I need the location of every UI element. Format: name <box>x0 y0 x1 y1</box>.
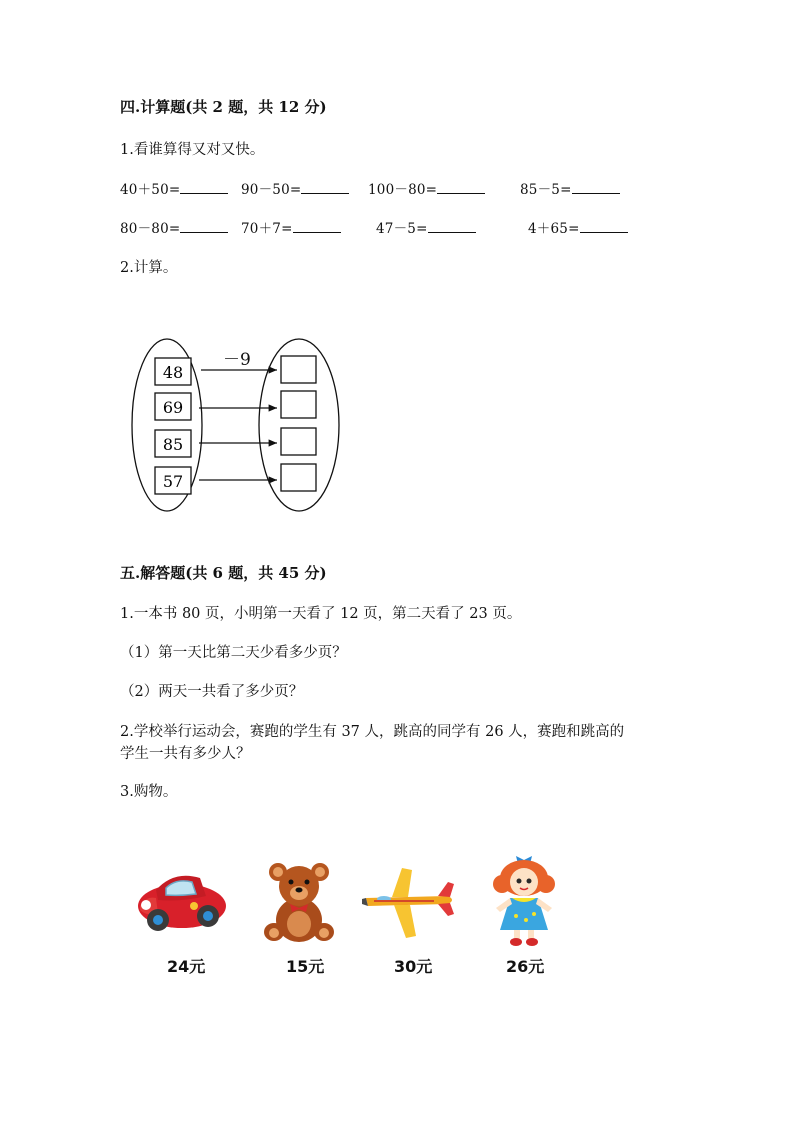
question-4-2-prompt: 2.计算。 <box>120 260 178 276</box>
calc-expression: 40＋50= <box>120 182 181 198</box>
calc-item <box>368 178 485 198</box>
toy-airplane-icon <box>362 866 458 940</box>
calc-expression: 85－5= <box>520 182 572 198</box>
answer-blank[interactable] <box>437 181 485 194</box>
answer-box[interactable] <box>281 356 316 383</box>
answer-blank[interactable] <box>180 181 228 194</box>
calc-expression: 90－50= <box>241 182 302 198</box>
input-number: 48 <box>162 363 184 382</box>
question-5-1-sub1: （1）第一天比第二天少看多少页？ <box>120 645 347 661</box>
calc-expression: 100－80= <box>368 182 438 198</box>
calc-expression: 47－5= <box>376 221 428 237</box>
question-5-3-prompt: 3.购物。 <box>120 784 178 800</box>
operation-label: －9 <box>223 350 251 370</box>
question-5-2-line2: 学生一共有多少人？ <box>120 746 251 762</box>
answer-blank[interactable] <box>180 220 228 233</box>
answer-box[interactable] <box>281 428 316 455</box>
price-label: 24元 <box>167 957 206 976</box>
calc-item <box>120 217 228 237</box>
answer-blank[interactable] <box>428 220 476 233</box>
question-5-1-sub2: （2）两天一共看了多少页？ <box>120 684 304 700</box>
mapping-diagram <box>125 330 350 520</box>
calc-expression: 80－80= <box>120 221 181 237</box>
answer-box[interactable] <box>281 391 316 418</box>
section-4-title: 四.计算题(共 2 题，共 12 分) <box>120 98 327 116</box>
price-label: 26元 <box>506 957 545 976</box>
price-label: 30元 <box>394 957 433 976</box>
section-5-title: 五.解答题(共 6 题，共 45 分) <box>120 564 327 582</box>
doll-icon <box>488 850 560 948</box>
answer-blank[interactable] <box>301 181 349 194</box>
calc-item <box>520 178 620 198</box>
question-5-2-line1: 2.学校举行运动会，赛跑的学生有 37 人，跳高的同学有 26 人，赛跑和跳高的 <box>120 724 625 740</box>
calc-item <box>120 178 228 198</box>
calc-item <box>241 178 349 198</box>
calc-expression: 70＋7= <box>241 221 293 237</box>
input-number: 69 <box>162 398 184 417</box>
calc-expression: 4＋65= <box>528 221 580 237</box>
question-5-1-text: 1.一本书 80 页，小明第一天看了 12 页，第二天看了 23 页。 <box>120 606 522 622</box>
input-number: 85 <box>162 435 184 454</box>
calc-item <box>241 217 341 237</box>
answer-blank[interactable] <box>572 181 620 194</box>
calc-item <box>528 217 628 237</box>
teddy-bear-icon <box>262 862 340 946</box>
calc-item <box>376 217 476 237</box>
input-number: 57 <box>162 472 184 491</box>
answer-blank[interactable] <box>293 220 341 233</box>
toy-car-icon <box>136 868 228 940</box>
answer-box[interactable] <box>281 464 316 491</box>
answer-blank[interactable] <box>580 220 628 233</box>
price-label: 15元 <box>286 957 325 976</box>
question-4-1-prompt: 1.看谁算得又对又快。 <box>120 142 265 158</box>
